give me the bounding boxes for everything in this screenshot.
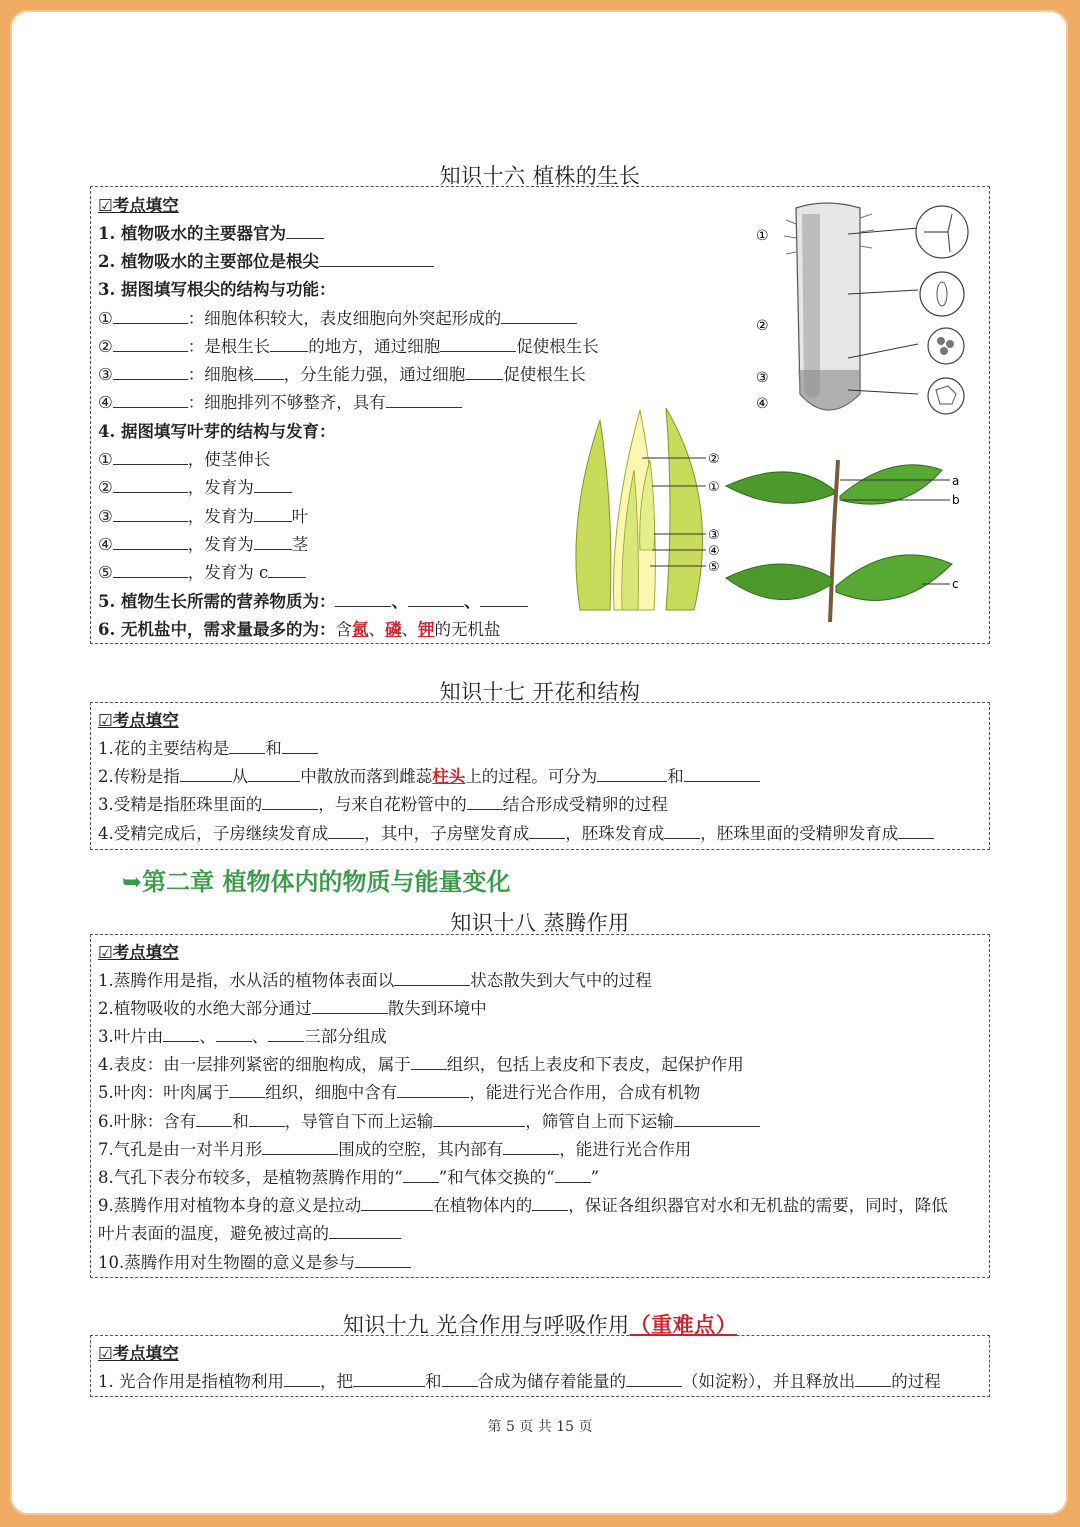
root-tip-diagram — [748, 194, 976, 416]
question-line: 3.叶片由 、 、 三部分组成 — [98, 1027, 387, 1046]
question-line: 2.传粉是指 从 中散放而落到雌蕊柱头上的过程。可分为 和 — [98, 763, 760, 787]
question-line: 4.受精完成后，子房继续发育成 ，其中，子房壁发育成 ，胚珠发育成 ，胚珠里面的受精卵发育成 — [98, 820, 934, 844]
question-line: 4. 据图填写叶芽的结构与发育： — [98, 422, 336, 441]
question-line: 8.气孔下表分布较多，是植物蒸腾作用的“ ”和气体交换的“ ” — [98, 1168, 599, 1187]
bud-label: ④ — [708, 544, 720, 559]
root-label-3: ③ — [756, 370, 769, 386]
exam-tag: ☑考点填空 — [98, 1344, 179, 1363]
question-line: 2. 植物吸水的主要部位是根尖 — [98, 248, 434, 272]
document-page — [10, 10, 1068, 1515]
question-line: 9.蒸腾作用对植物本身的意义是拉动 在植物体内的 ，保证各组织器官对水和无机盐的需要，同时，降低 — [98, 1196, 948, 1215]
question-line: 4.表皮：由一层排列紧密的细胞构成，属于 组织，包括上表皮和下表皮，起保护作用 — [98, 1055, 744, 1074]
question-line: ① ：细胞体积较大，表皮细胞向外突起形成的 — [98, 305, 577, 329]
section-title: 知识十六 植株的生长 — [439, 164, 641, 188]
question-line: ① ，使茎伸长 — [98, 450, 271, 469]
question-line: 10.蒸腾作用对生物圈的意义是参与 — [98, 1249, 411, 1273]
question-line: 7.气孔是由一对半月形 围成的空腔，其内部有 ，能进行光合作用 — [98, 1140, 692, 1159]
question-line: 1.花的主要结构是 和 — [98, 735, 318, 759]
question-line: 3. 据图填写根尖的结构与功能： — [98, 280, 336, 299]
section-title: 知识十九 光合作用与呼吸作用（重难点） — [342, 1313, 738, 1337]
question-line: 1.蒸腾作用是指，水从活的植物体表面以 状态散失到大气中的过程 — [98, 971, 652, 990]
exam-tag: ☑考点填空 — [98, 196, 179, 215]
question-line: ② ，发育为 — [98, 474, 292, 498]
root-label-2: ② — [756, 318, 769, 334]
stem-label-a: a — [952, 474, 960, 488]
question-line: 1. 植物吸水的主要器官为 — [98, 220, 324, 244]
question-line: ④ ，发育为 茎 — [98, 535, 309, 554]
question-line: 5. 植物生长所需的营养物质为： 、 、 — [98, 588, 528, 612]
stem-leaf-diagram — [722, 446, 968, 624]
exam-tag: ☑考点填空 — [98, 711, 179, 730]
chapter-heading: ➥第二章 植物体内的物质与能量变化 — [122, 868, 511, 896]
question-line: 1. 光合作用是指植物利用 ，把 和 合成为储存着能量的 （如淀粉），并且释放出 的过程 — [98, 1372, 941, 1391]
question-line: 叶片表面的温度，避免被过高的 — [98, 1220, 401, 1244]
question-line: ② ：是根生长 的地方，通过细胞 促使根生长 — [98, 337, 599, 356]
section-title: 知识十七 开花和结构 — [439, 680, 641, 704]
bud-label: ⑤ — [708, 560, 720, 575]
question-line: ③ ，发育为 叶 — [98, 507, 309, 526]
stem-label-b: b — [952, 493, 960, 507]
question-line: ③ ：细胞核 ，分生能力强，通过细胞 促使根生长 — [98, 365, 586, 384]
root-label-4: ④ — [756, 396, 769, 412]
stem-label-c: c — [952, 577, 959, 591]
question-line: ④ ：细胞排列不够整齐，具有 — [98, 389, 462, 413]
question-line: 6.叶脉：含有 和 ，导管自下而上运输 ，筛管自上而下运输 — [98, 1108, 760, 1132]
question-line: 3.受精是指胚珠里面的 ，与来自花粉管中的 结合形成受精卵的过程 — [98, 795, 668, 814]
bud-label: ② — [708, 452, 720, 467]
root-label-1: ① — [756, 228, 769, 244]
exam-tag: ☑考点填空 — [98, 943, 179, 962]
question-line: 6. 无机盐中，需求量最多的为：含氮、磷、钾的无机盐 — [98, 620, 501, 639]
bud-label: ③ — [708, 528, 720, 543]
page-footer: 第 5 页 共 15 页 — [487, 1419, 593, 1435]
section-title: 知识十八 蒸腾作用 — [450, 911, 630, 935]
question-line: 2.植物吸收的水绝大部分通过 散失到环境中 — [98, 999, 487, 1018]
question-line: ⑤ ，发育为 c — [98, 559, 306, 583]
bud-label: ① — [708, 480, 720, 495]
question-line: 5.叶肉：叶肉属于 组织，细胞中含有 ，能进行光合作用，合成有机物 — [98, 1083, 701, 1102]
leaf-bud-diagram — [570, 400, 740, 620]
